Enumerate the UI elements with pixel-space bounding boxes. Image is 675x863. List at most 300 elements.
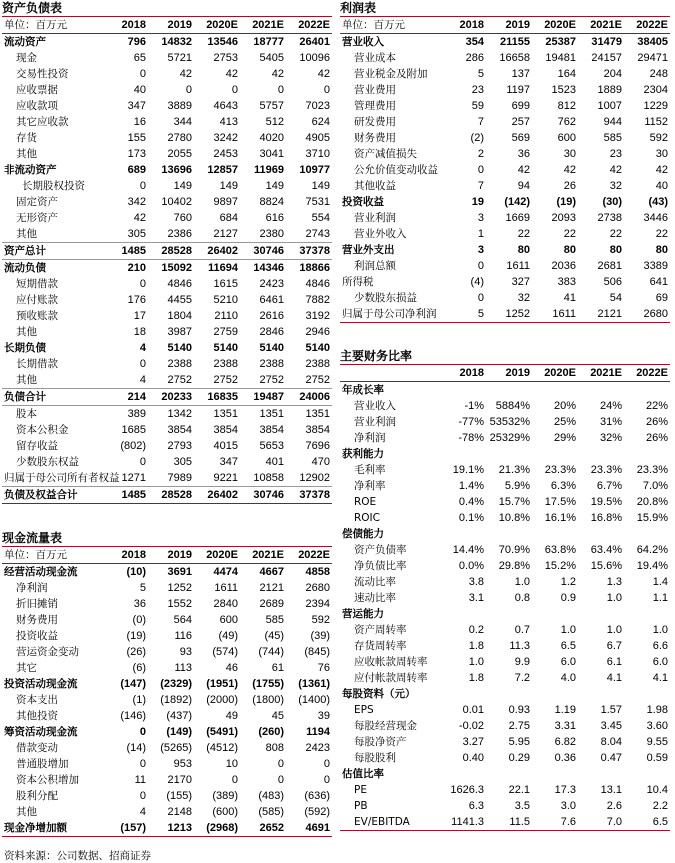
cell-value: 1271 — [121, 472, 146, 484]
cell-value: 342 — [127, 196, 146, 208]
ratios-panel — [340, 348, 670, 831]
cell-value: 204 — [603, 68, 622, 80]
unit-label: 单位：百万元 — [2, 547, 102, 564]
table-row — [2, 454, 332, 470]
cell-value: 42 — [133, 212, 146, 224]
table-row — [340, 782, 670, 798]
row-label: 应收帐款周转率 — [354, 656, 428, 668]
row-label: 存货周转率 — [354, 640, 407, 652]
cell-value: 1342 — [148, 406, 194, 423]
year-header: 2021E — [240, 547, 286, 564]
row-label: 净利润 — [16, 582, 48, 594]
cell-value: 592 — [649, 132, 668, 144]
cell-value: 585 — [603, 132, 622, 144]
cell-value — [532, 446, 578, 462]
row-label: 营业外支出 — [342, 244, 395, 256]
cell-value: 3.27 — [462, 736, 484, 748]
cell-value: 11.3 — [509, 640, 530, 652]
table-row — [2, 130, 332, 146]
year-header: 2021E — [240, 17, 286, 34]
row-label: 营运资金变动 — [16, 646, 79, 658]
cell-value: 5140 — [167, 342, 192, 354]
row-label: 每股净资产 — [354, 736, 407, 748]
cell-value: 2110 — [214, 310, 238, 322]
cell-value: 689 — [127, 164, 146, 176]
cell-value: 2148 — [167, 806, 192, 818]
cell-value: 2680 — [305, 582, 330, 594]
cell-value: (155) — [166, 790, 192, 802]
cell-value: 3446 — [643, 212, 668, 224]
cell-value: 257 — [511, 116, 530, 128]
cell-value: 42 — [179, 68, 192, 80]
cell-value: 4858 — [305, 566, 330, 578]
cell-value: 76 — [317, 662, 330, 674]
row-label: 筹资活动现金流 — [4, 726, 78, 738]
cell-value: 347 — [219, 456, 238, 468]
cell-value: 1.0 — [652, 624, 668, 636]
year-header: 2022E — [624, 17, 670, 34]
balance-sheet-title: 资产负债表 — [2, 1, 63, 15]
table-row — [340, 34, 670, 51]
cell-value: 18 — [133, 326, 146, 338]
cell-value: 36 — [517, 148, 530, 160]
cell-value: 20% — [553, 400, 576, 412]
table-row — [340, 194, 670, 210]
row-label: 所得税 — [342, 276, 374, 288]
cell-value: 6.7% — [596, 480, 622, 492]
year-header: 2020E — [532, 17, 578, 34]
row-label: 毛利率 — [354, 464, 386, 476]
cell-value: 1889 — [597, 84, 622, 96]
table-row — [340, 82, 670, 98]
cell-value: 25387 — [545, 36, 576, 48]
cell-value: 2036 — [551, 260, 576, 272]
row-label: 营运能力 — [342, 608, 384, 620]
table-row — [340, 50, 670, 66]
row-label: 管理费用 — [354, 100, 396, 112]
year-header: 2019 — [148, 17, 194, 34]
cell-value: 38405 — [637, 36, 668, 48]
cell-value: 4.0 — [560, 672, 576, 684]
cell-value: 0.0% — [458, 560, 484, 572]
cell-value: 24157 — [591, 52, 622, 64]
cell-value: 2752 — [167, 374, 192, 386]
cell-value: 10096 — [299, 52, 330, 64]
table-row — [340, 558, 670, 574]
cell-value: 0 — [139, 790, 146, 802]
row-label: 现金 — [16, 52, 37, 64]
table-row — [340, 98, 670, 114]
cell-value: 23 — [471, 84, 484, 96]
cell-value — [624, 686, 670, 702]
cell-value: (2000) — [206, 694, 238, 706]
cell-value: 2752 — [213, 374, 238, 386]
cell-value: 11969 — [254, 164, 284, 176]
cell-value: 45 — [271, 710, 284, 722]
cell-value: 808 — [265, 742, 284, 754]
cell-value: 19.5% — [590, 496, 622, 508]
cell-value: 10402 — [161, 196, 192, 208]
cell-value — [440, 606, 486, 622]
table-row — [2, 146, 332, 162]
row-label: 少数股东权益 — [16, 456, 79, 468]
cell-value — [486, 526, 532, 542]
row-label: 其他收益 — [354, 180, 396, 192]
row-label: 研发费用 — [354, 116, 396, 128]
cell-value: 2304 — [643, 84, 668, 96]
cell-value: 2.2 — [652, 800, 668, 812]
cell-value: 7.6 — [532, 814, 578, 831]
cell-value: 12902 — [299, 472, 330, 484]
cell-value: 21155 — [500, 36, 530, 48]
row-label: 无形资产 — [16, 212, 58, 224]
cell-value: 2394 — [305, 598, 330, 610]
table-row — [2, 487, 332, 504]
table-row — [340, 478, 670, 494]
cell-value: 2 — [477, 148, 484, 160]
table-row — [2, 724, 332, 740]
cell-value: (600) — [212, 806, 238, 818]
cell-value: 5 — [477, 68, 484, 80]
cell-value: 2170 — [167, 774, 192, 786]
balance-sheet-header — [2, 17, 332, 34]
cell-value: 7882 — [305, 294, 330, 306]
cell-value: 19481 — [545, 52, 576, 64]
row-label: 资本公积金 — [16, 424, 69, 436]
cell-value — [486, 606, 532, 622]
cell-value: 22 — [609, 228, 622, 240]
year-header: 2019 — [148, 547, 194, 564]
cell-value: (585) — [258, 806, 284, 818]
cell-value: 28528 — [148, 243, 194, 260]
row-label: 其他 — [16, 326, 37, 338]
row-label: 现金净增加额 — [2, 820, 102, 837]
cell-value: (49) — [218, 630, 238, 642]
cell-value: 641 — [649, 276, 668, 288]
cell-value: 0 — [139, 358, 146, 370]
cell-value: 42 — [609, 164, 622, 176]
cell-value: 2753 — [213, 52, 238, 64]
cell-value: 26% — [645, 416, 668, 428]
cell-value: 7.2 — [514, 672, 530, 684]
row-label: 股利分配 — [16, 790, 58, 802]
cell-value: 10.4 — [646, 784, 668, 796]
cell-value: 7531 — [305, 196, 330, 208]
cell-value: 6.5 — [560, 640, 576, 652]
table-row — [340, 274, 670, 290]
cell-value: 4643 — [213, 100, 238, 112]
table-row — [340, 526, 670, 542]
row-label: EV/EBITDA — [340, 814, 440, 831]
cell-value: 26% — [645, 432, 668, 444]
cell-value: 30746 — [240, 487, 286, 504]
cell-value: 9221 — [213, 472, 238, 484]
year-header: 2022E — [286, 547, 332, 564]
cell-value: 14346 — [240, 260, 286, 277]
cell-value: 30 — [655, 148, 668, 160]
cell-value: 2793 — [167, 440, 192, 452]
row-label: 其它应收款 — [16, 116, 69, 128]
cell-value: 0.36 — [554, 752, 576, 764]
cell-value: 2388 — [305, 358, 330, 370]
row-label: 公允价值变动收益 — [354, 164, 438, 176]
cell-value: 2121 — [578, 306, 624, 323]
cell-value: 3854 — [259, 424, 284, 436]
cell-value: 3710 — [305, 148, 330, 160]
cell-value: 53532% — [489, 416, 530, 428]
cell-value: 564 — [173, 614, 192, 626]
cell-value — [440, 766, 486, 782]
table-row — [340, 766, 670, 782]
cell-value: 347 — [127, 100, 146, 112]
cell-value: 61 — [271, 662, 284, 674]
cell-value: 0 — [185, 84, 192, 96]
cell-value: 3.60 — [646, 720, 668, 732]
cell-value: 0 — [477, 260, 484, 272]
cell-value: 401 — [265, 456, 284, 468]
year-header: 2022E — [286, 17, 332, 34]
cell-value: 4905 — [305, 132, 330, 144]
cell-value: 22 — [563, 228, 576, 240]
cell-value: 19.4% — [636, 560, 668, 572]
cell-value: 0.8 — [514, 592, 530, 604]
cell-value: 54 — [609, 292, 622, 304]
cell-value: 13696 — [161, 164, 192, 176]
cell-value: 9.55 — [646, 736, 668, 748]
table-row — [340, 718, 670, 734]
cell-value: 8.04 — [600, 736, 622, 748]
cell-value: 22 — [655, 228, 668, 240]
cell-value: (1892) — [160, 694, 192, 706]
cell-value: 24% — [599, 400, 622, 412]
cell-value: 1.0 — [514, 576, 530, 588]
year-header: 2018 — [440, 17, 486, 34]
cell-value: 2127 — [213, 228, 238, 240]
year-header: 2022E — [624, 365, 670, 382]
cell-value: 1685 — [121, 424, 146, 436]
cell-value: 3691 — [167, 566, 192, 578]
cell-value: 762 — [557, 116, 576, 128]
cell-value: 5.9% — [504, 480, 530, 492]
cell-value: 1351 — [194, 406, 240, 423]
cell-value — [486, 446, 532, 462]
table-row — [2, 308, 332, 324]
cell-value: (19) — [556, 196, 576, 208]
row-label: 财务费用 — [16, 614, 58, 626]
cell-value: 0 — [477, 292, 484, 304]
cell-value: 1.4% — [458, 480, 484, 492]
row-label: 非流动资产 — [4, 164, 57, 176]
cell-value: 214 — [102, 389, 148, 406]
year-header: 2019 — [486, 365, 532, 382]
cell-value — [532, 606, 578, 622]
cell-value: 3889 — [167, 100, 192, 112]
cell-value: 1252 — [486, 306, 532, 323]
cell-value — [486, 686, 532, 702]
row-label: ROE — [354, 496, 377, 508]
cell-value: 4 — [139, 806, 146, 818]
cell-value: 1.8 — [468, 672, 484, 684]
table-row — [2, 564, 332, 581]
table-row — [340, 590, 670, 606]
cell-value: 14.4% — [452, 544, 484, 556]
cell-value: 164 — [557, 68, 576, 80]
cell-value: 1.0 — [468, 656, 484, 668]
cell-value: 59 — [471, 100, 484, 112]
cell-value: (260) — [258, 726, 284, 738]
table-row — [2, 194, 332, 210]
cell-value: 0 — [477, 164, 484, 176]
unit-label: 单位：百万元 — [340, 17, 440, 34]
cell-value: 3.5 — [514, 800, 530, 812]
cell-value: 32 — [517, 292, 530, 304]
cell-value: 2380 — [259, 228, 284, 240]
table-row — [340, 242, 670, 258]
cell-value: (483) — [258, 790, 284, 802]
table-row — [2, 389, 332, 406]
cell-value: 36 — [133, 598, 146, 610]
row-label: 经营活动现金流 — [4, 566, 78, 578]
cell-value: 6.82 — [554, 736, 576, 748]
cell-value — [532, 526, 578, 542]
cell-value: 80 — [655, 244, 668, 256]
cell-value: 0 — [139, 180, 146, 192]
cell-value: 1351 — [240, 406, 286, 423]
table-row — [2, 422, 332, 438]
cell-value: 11694 — [194, 260, 240, 277]
cell-value: 248 — [649, 68, 668, 80]
cell-value: 6.6 — [652, 640, 668, 652]
cell-value — [578, 606, 624, 622]
cell-value — [532, 686, 578, 702]
cell-value: 149 — [265, 180, 284, 192]
cell-value: (39) — [310, 630, 330, 642]
cell-value: 1611 — [506, 260, 530, 272]
cell-value: 7696 — [305, 440, 330, 452]
cell-value: 93 — [179, 646, 192, 658]
cell-value: 1523 — [551, 84, 576, 96]
table-row — [340, 702, 670, 718]
table-row — [340, 114, 670, 130]
cell-value: 344 — [173, 116, 192, 128]
row-label: 负债及权益合计 — [2, 487, 102, 504]
cell-value: 6.5 — [624, 814, 670, 831]
cell-value: 49 — [225, 710, 238, 722]
cashflow-table — [2, 546, 332, 837]
table-row — [2, 226, 332, 243]
row-label: 应付帐款周转率 — [354, 672, 428, 684]
cell-value: 40 — [133, 84, 146, 96]
table-row — [340, 210, 670, 226]
cell-value: 30 — [563, 148, 576, 160]
cell-value: 1.1 — [652, 592, 668, 604]
cell-value: 5 — [139, 582, 146, 594]
cell-value: 812 — [557, 100, 576, 112]
cell-value: 137 — [511, 68, 530, 80]
cell-value: 23.3% — [636, 464, 668, 476]
cell-value: 22% — [645, 400, 668, 412]
row-label: 应收票据 — [16, 84, 58, 96]
row-label: 每股经营现金 — [354, 720, 417, 732]
row-label: 资产减值损失 — [354, 148, 417, 160]
cell-value: 2388 — [259, 358, 284, 370]
cell-value: 3.0 — [560, 800, 576, 812]
cell-value: 0 — [231, 774, 238, 786]
cell-value: 14832 — [161, 36, 192, 48]
cell-value: 2652 — [240, 820, 286, 837]
income-panel — [340, 0, 670, 323]
cell-value: 0 — [323, 774, 330, 786]
cell-value: (5491) — [206, 726, 238, 738]
cell-value: 32 — [609, 180, 622, 192]
cell-value: 15.2% — [544, 560, 576, 572]
row-label: 投资收益 — [16, 630, 58, 642]
row-label: 营业收入 — [354, 400, 396, 412]
cell-value: (2) — [470, 132, 484, 144]
cell-value: 19.1% — [452, 464, 484, 476]
row-label: 营业利润 — [354, 212, 396, 224]
cell-value: 16658 — [499, 52, 530, 64]
cell-value: 1194 — [306, 726, 330, 738]
cell-value: 2093 — [551, 212, 576, 224]
cell-value: 2.75 — [508, 720, 530, 732]
cell-value: 16.1% — [544, 512, 576, 524]
row-label: 其它 — [16, 662, 37, 674]
cell-value: 41 — [563, 292, 576, 304]
cell-value: 3 — [477, 212, 484, 224]
cell-value: 1485 — [102, 487, 148, 504]
cell-value: 3041 — [259, 148, 284, 160]
cell-value: (1400) — [298, 694, 330, 706]
cell-value: 9.9 — [514, 656, 530, 668]
table-row — [340, 414, 670, 430]
table-row — [2, 628, 332, 644]
row-label: 每股股利 — [354, 752, 396, 764]
row-label: 资产周转率 — [354, 624, 407, 636]
table-row — [2, 804, 332, 820]
cell-value — [624, 526, 670, 542]
cell-value: (1755) — [252, 678, 284, 690]
cell-value: 2423 — [259, 278, 284, 290]
table-row — [2, 820, 332, 837]
cell-value: (636) — [304, 790, 330, 802]
row-label: 每股资料（元） — [342, 688, 416, 700]
row-label: 资产总计 — [2, 243, 102, 260]
row-label: 其他投资 — [16, 710, 58, 722]
cell-value: 0.2 — [468, 624, 484, 636]
row-label: 普通股增加 — [16, 758, 69, 770]
cell-value: 2743 — [305, 228, 330, 240]
cell-value: 0.59 — [646, 752, 668, 764]
cell-value: 30746 — [240, 243, 286, 260]
row-label: 负债合计 — [2, 389, 102, 406]
cell-value — [624, 446, 670, 462]
cell-value: 80 — [609, 244, 622, 256]
cell-value: 25% — [553, 416, 576, 428]
table-row — [2, 340, 332, 356]
cell-value: (744) — [258, 646, 284, 658]
cell-value: 8824 — [259, 196, 284, 208]
cell-value: 4 — [139, 342, 146, 354]
cell-value: 4474 — [213, 566, 238, 578]
row-label: 利润总额 — [354, 260, 396, 272]
table-row — [2, 612, 332, 628]
cell-value: 0 — [139, 758, 146, 770]
cell-value: (6) — [132, 662, 146, 674]
cell-value: 80 — [563, 244, 576, 256]
row-label: 应付账款 — [16, 294, 58, 306]
row-label: 长期股权投资 — [22, 180, 85, 192]
